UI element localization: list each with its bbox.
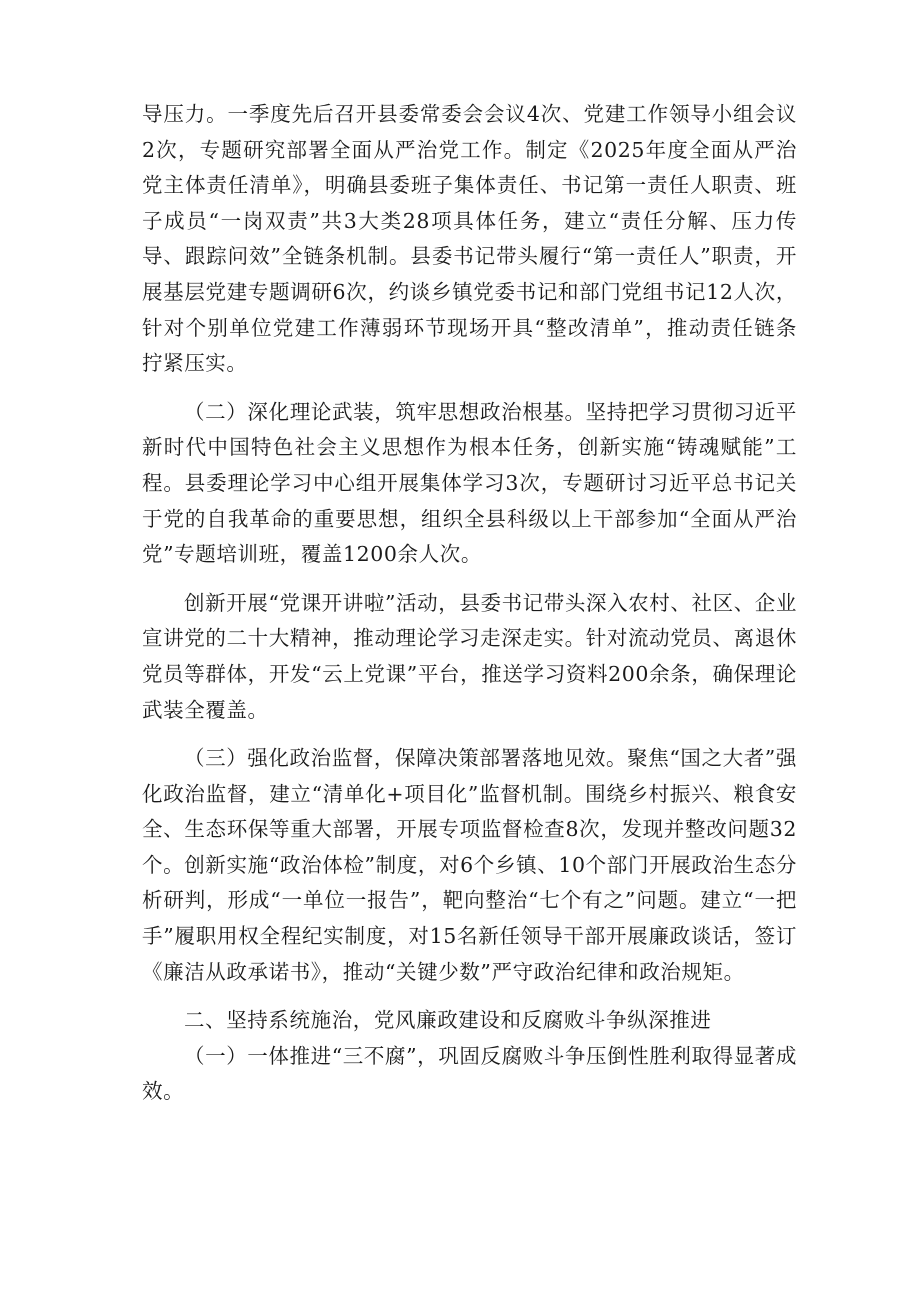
document-body <box>142 97 797 1110</box>
paragraph-party-lecture: 创新开展“党课开讲啦”活动，县委书记带头深入农村、社区、企业宣讲党的二十大精神，推动理论学习走深走实。针对流动党员、离退休党员等群体，开发“云上党课”平台，推送学习资料200余条，确保理论武装全覆盖。 <box>142 590 797 722</box>
paragraph-political-supervision: （三）强化政治监督，保障决策部署落地见效。聚焦“国之大者”强化政治监督，建立“清单化+项目化”监督机制。围绕乡村振兴、粮食安全、生态环保等重大部署，开展专项监督检查8次，发现并整改问题32个。创新实施“政治体检”制度，对6个乡镇、10个部门开展政治生态分析研判，形成“一单位一报告”，靶向整治“七个有之”问题。建立“一把手”履职用权全程纪实制度，对15名新任领导干部开展廉政谈话，签订《廉洁从政承诺书》，推动“关键少数”严守政治纪律和政治规矩。 <box>142 746 797 984</box>
paragraph-responsibility: 导压力。一季度先后召开县委常委会会议4次、党建工作领导小组会议2次，专题研究部署全面从严治党工作。制定《2025年度全面从严治党主体责任清单》，明确县委班子集体责任、书记第一责任人职责、班子成员“一岗双责”共3大类28项具体任务，建立“责任分解、压力传导、跟踪问效”全链条机制。县委书记带头履行“第一责任人”职责，开展基层党建专题调研6次，约谈乡镇党委书记和部门党组书记12人次，针对个别单位党建工作薄弱环节现场开具“整改清单”，推动责任链条拧紧压实。 <box>142 102 797 376</box>
subsection-heading: （一）一体推进“三不腐”，巩固反腐败斗争压倒性胜利取得显著成效。 <box>142 1043 797 1104</box>
paragraph-theory-study: （二）深化理论武装，筑牢思想政治根基。坚持把学习贯彻习近平新时代中国特色社会主义思想作为根本任务，创新实施“铸魂赋能”工程。县委理论学习中心组开展集体学习3次，专题研讨习近平总书记关于党的自我革命的重要思想，组织全县科级以上干部参加“全面从严治党”专题培训班，覆盖1200余人次。 <box>142 399 797 567</box>
section-heading: 二、坚持系统施治，党风廉政建设和反腐败斗争纵深推进 <box>184 1008 712 1033</box>
